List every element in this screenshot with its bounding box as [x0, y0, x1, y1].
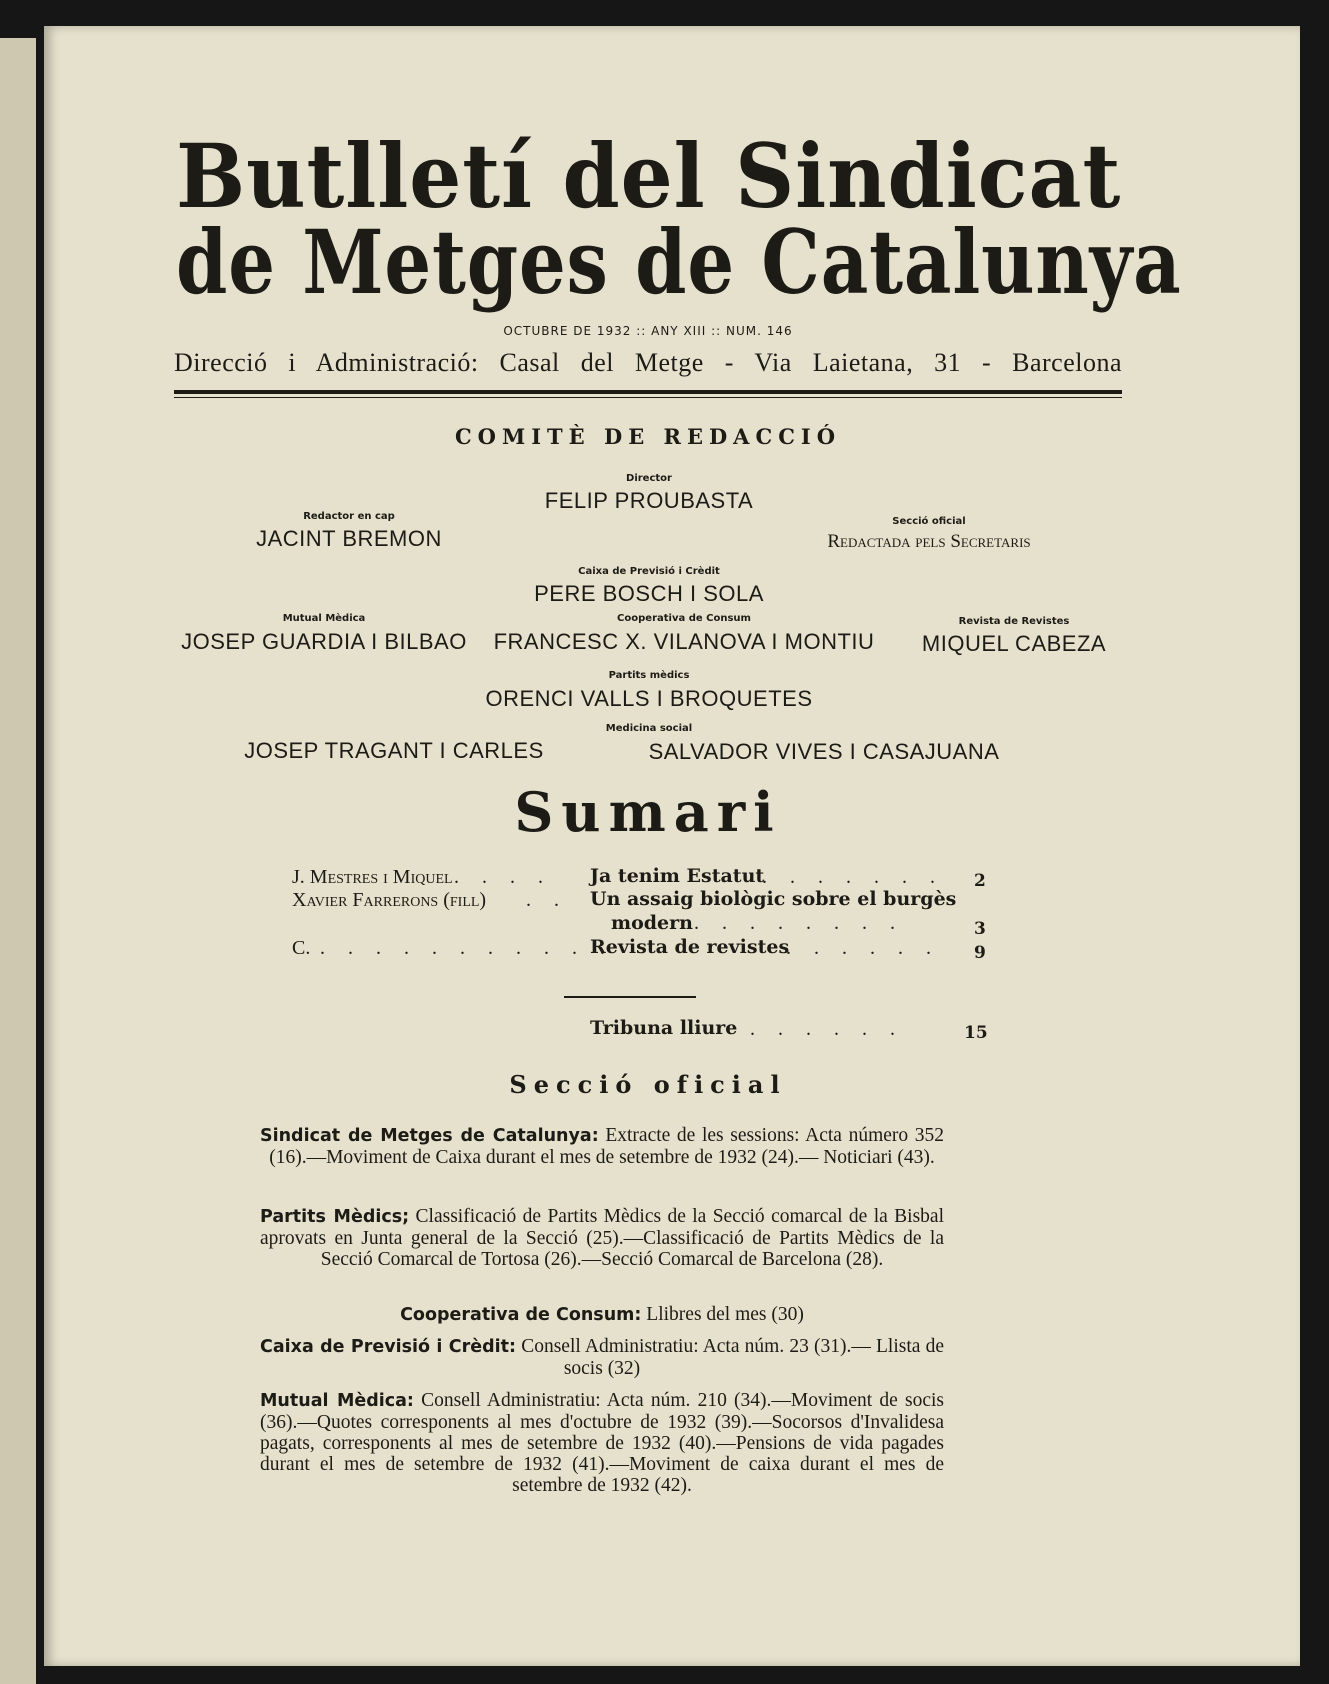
coop-role: Cooperativa de Consum: [617, 613, 751, 624]
seccio-paragraph-mutual: [260, 1390, 944, 1496]
toc-leader-dots: . . . . . .: [786, 937, 940, 959]
mutual-name: JOSEP GUARDIA I BILBAO: [181, 629, 467, 654]
paragraph-text: Extracte de les sessions: Acta número 352 (16).—Moviment de Caixa durant el mes de setembre de 1932 (24).— Noticiari (43).: [269, 1125, 945, 1168]
social-name-1: JOSEP TRAGANT I CARLES: [244, 738, 544, 763]
toc-title-2-cont: modern: [611, 912, 693, 934]
masthead-rule: [174, 390, 1122, 394]
revista-role: Revista de Revistes: [958, 616, 1070, 627]
mutual-role: Mutual Mèdica: [282, 613, 366, 624]
paragraph-label: Sindicat de Metges de Catalunya:: [260, 1126, 599, 1146]
director-role: Director: [626, 473, 672, 484]
seccio-role: Secció oficial: [892, 516, 966, 527]
toc-leader-dots: . .: [526, 889, 568, 911]
caixa-name: PERE BOSCH I SOLA: [534, 581, 764, 606]
toc-author-3: C.: [292, 937, 311, 959]
toc-title-3: Revista de revistes: [590, 936, 790, 958]
redactor-name: JACINT BREMON: [256, 526, 442, 551]
redactor-role: Redactor en cap: [303, 511, 395, 522]
toc-title-1: Ja tenim Estatut: [590, 865, 765, 887]
toc-leader-dots: . . . . . . . . . . .: [320, 937, 614, 959]
toc-leader-dots: . . . . . . . .: [694, 912, 904, 934]
seccio-paragraph-cooperativa: [260, 1304, 944, 1326]
seccio-paragraph-sindicat: [260, 1125, 944, 1168]
seccio-oficial-heading: Secció oficial: [509, 1070, 787, 1099]
masthead-title-line1: Butlletí del Sindicat: [176, 124, 1122, 228]
address-line: Direcció i Administració: Casal del Metge - Via Laietana, 31 - Barcelona: [174, 348, 1122, 377]
paragraph-text: Classificació de Partits Mèdics de la Secció comarcal de la Bisbal aprovats en Junta general de la Secció (25).—Classificació de Partits Mèdics de la Secció Comarcal de Tortosa (26).—Secció Comarcal de Barcelona (28).: [260, 1206, 944, 1270]
toc-author-2: Xavier Farrerons (fill): [292, 889, 487, 911]
toc-author-1: J. Mestres i Miquel: [292, 866, 453, 888]
director-name: FELIP PROUBASTA: [544, 488, 754, 513]
masthead-rule-thin: [174, 397, 1122, 398]
paragraph-text: Llibres del mes (30): [646, 1304, 804, 1325]
partits-role: Partits mèdics: [608, 670, 690, 681]
toc-title-2: Un assaig biològic sobre el burgès: [590, 888, 957, 910]
paragraph-text: Consell Administratiu: Acta núm. 210 (34).—Moviment de socis (36).—Quotes corresponents al mes d'octubre de 1932 (39).—Socorsos d'Invalidesa pagats, corresponents al mes de setembre de 1932 (40).—Pensions de vida pagades durant el mes de setembre de 1932 (41).—Moviment de caixa durant el mes de setembre de 1932 (42).: [260, 1390, 945, 1496]
committee-heading: COMITÈ DE REDACCIÓ: [454, 424, 842, 449]
social-role: Medicina social: [605, 723, 693, 734]
bulletin-page: [44, 26, 1300, 1666]
toc-divider: [564, 996, 696, 998]
revista-name: MIQUEL CABEZA: [921, 631, 1107, 656]
sumari-heading: Sumari: [514, 780, 782, 844]
toc-tribuna-page: 15: [964, 1023, 988, 1043]
toc-page-3: 9: [974, 943, 986, 963]
paragraph-text: Consell Administratiu: Acta núm. 23 (31).— Llista de socis (32): [521, 1336, 944, 1379]
paragraph-label: Mutual Mèdica:: [260, 1391, 414, 1411]
toc-tribuna-title: Tribuna lliure: [590, 1017, 738, 1039]
coop-name: FRANCESC X. VILANOVA I MONTIU: [493, 629, 875, 654]
issue-line: OCTUBRE DE 1932 :: ANY XIII :: NUM. 146: [503, 324, 793, 338]
seccio-name: Redactada pels Secretaris: [827, 531, 1031, 552]
seccio-paragraph-caixa: [260, 1336, 944, 1379]
paragraph-label: Cooperativa de Consum:: [400, 1305, 642, 1325]
toc-page-1: 2: [974, 871, 986, 891]
partits-name: ORENCI VALLS I BROQUETES: [485, 686, 813, 711]
paragraph-label: Partits Mèdics;: [260, 1207, 410, 1227]
left-page-edge: [0, 38, 36, 1684]
seccio-paragraph-partits: [260, 1206, 944, 1270]
paragraph-label: Caixa de Previsió i Crèdit:: [260, 1337, 517, 1357]
social-name-2: SALVADOR VIVES I CASAJUANA: [648, 739, 1000, 764]
toc-leader-dots: . . . .: [454, 866, 552, 888]
toc-page-2: 3: [974, 919, 986, 939]
toc-leader-dots: . . . . . . .: [762, 866, 944, 888]
caixa-role: Caixa de Previsió i Crèdit: [578, 566, 720, 577]
toc-leader-dots: . . . . . .: [750, 1018, 904, 1040]
masthead-title-line2: de Metges de Catalunya: [176, 210, 1182, 314]
